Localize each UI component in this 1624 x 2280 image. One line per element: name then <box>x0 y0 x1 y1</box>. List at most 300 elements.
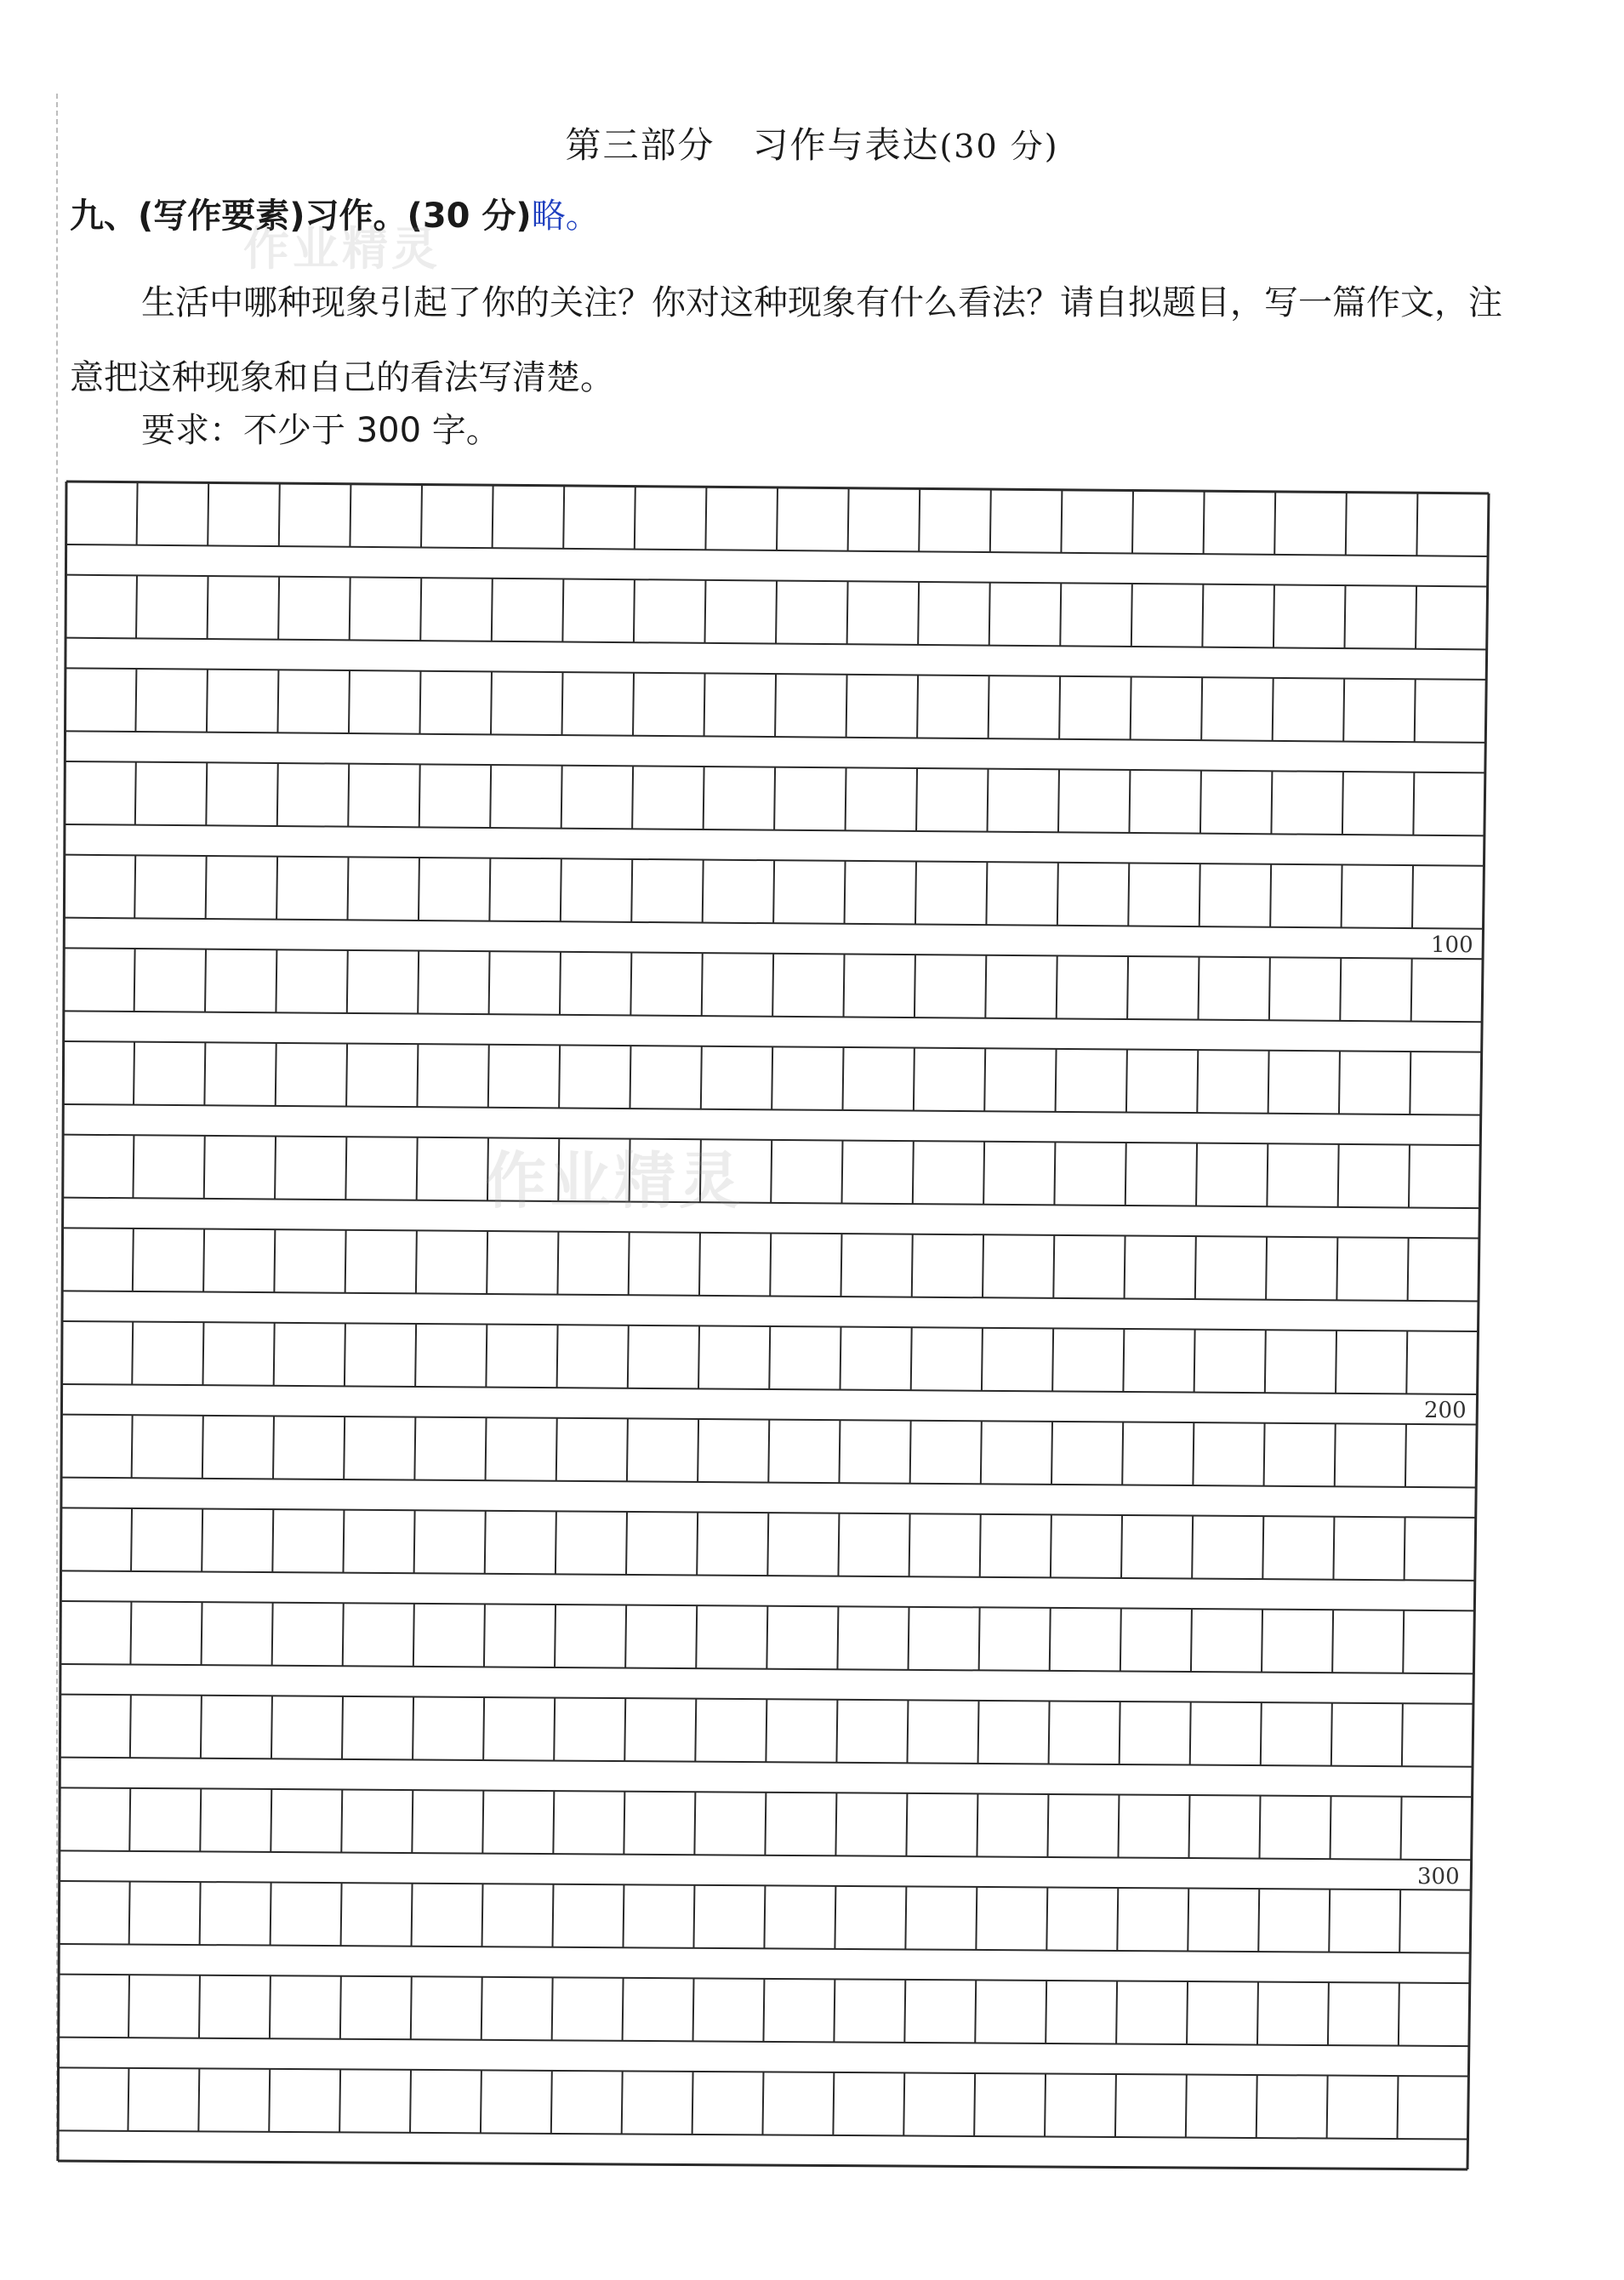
grid-cell-divider <box>771 1140 772 1203</box>
grid-cell-divider <box>1397 2076 1398 2139</box>
grid-cell-divider <box>627 1418 628 1481</box>
grid-cell-divider <box>489 951 490 1014</box>
grid-cell-divider <box>555 1605 556 1667</box>
grid-cell-divider <box>774 767 775 830</box>
grid-cell-divider <box>200 1882 201 1945</box>
grid-cell-divider <box>131 1508 132 1571</box>
grid-cell-divider <box>1117 1888 1118 1951</box>
grid-cell-divider <box>1116 1981 1117 2044</box>
grid-cell-divider <box>204 1136 205 1199</box>
grid-cell-divider <box>341 1883 342 1946</box>
grid-cell-divider <box>198 2068 199 2131</box>
grid-cell-divider <box>276 857 277 920</box>
grid-cell-divider <box>1049 1701 1050 1764</box>
grid-cell-divider <box>413 1604 414 1667</box>
grid-cell-divider <box>632 766 633 829</box>
grid-cell-divider <box>846 675 847 738</box>
grid-cell-divider <box>1197 1050 1198 1113</box>
grid-cell-divider <box>203 1229 204 1292</box>
grid-cell-divider <box>552 1884 553 1947</box>
grid-cell-divider <box>1401 1797 1402 1860</box>
writing-prompt: 生活中哪种现象引起了你的关注？你对这种现象有什么看法？请自拟题目，写一篇作文，注意把这种现象和自己的看法写清楚。 <box>70 283 1502 397</box>
grid-cell-divider <box>839 1420 840 1483</box>
word-count-marker-200: 200 <box>1424 1398 1467 1423</box>
grid-cell-divider <box>1338 1144 1339 1207</box>
grid-cell-divider <box>693 1885 694 1948</box>
grid-cell-divider <box>1120 1609 1121 1672</box>
grid-cell-divider <box>133 1135 134 1198</box>
grid-cell-divider <box>847 581 848 644</box>
grid-cell-divider <box>136 575 137 638</box>
grid-cell-divider <box>563 486 564 549</box>
grid-cell-divider <box>491 671 492 734</box>
grid-cell-divider <box>988 769 989 832</box>
grid-cell-divider <box>1257 1982 1258 2045</box>
section-score: (30 分) <box>939 128 1059 165</box>
grid-cell-divider <box>1403 1610 1404 1673</box>
grid-cell-divider <box>201 1696 202 1758</box>
grid-cell-divider <box>343 1510 344 1573</box>
grid-cell-divider <box>486 1325 487 1388</box>
grid-cell-divider <box>206 762 207 825</box>
grid-cell-divider <box>204 1042 205 1105</box>
grid-cell-divider <box>983 1142 984 1205</box>
grid-cell-divider <box>414 1510 415 1573</box>
grid-cell-divider <box>557 1232 558 1295</box>
grid-cell-divider <box>702 953 703 1016</box>
grid-cell-divider <box>1059 676 1060 739</box>
grid-cell-divider <box>200 1788 201 1851</box>
grid-cell-divider <box>984 1048 985 1111</box>
grid-cell-divider <box>341 1790 342 1853</box>
grid-cell-divider <box>696 1605 697 1668</box>
grid-cell-divider <box>132 1415 133 1478</box>
grid-cell-divider <box>344 1416 345 1479</box>
grid-cell-divider <box>274 1229 275 1292</box>
grid-cell-divider <box>1335 1423 1336 1486</box>
grid-cell-divider <box>1256 2075 1257 2138</box>
grid-cell-divider <box>340 1976 341 2039</box>
question-number: 九、 <box>70 197 138 236</box>
grid-cell-divider <box>1332 1610 1333 1673</box>
section-title-text: 第三部分 习作与表达 <box>565 124 940 166</box>
grid-cell-divider <box>277 670 278 732</box>
grid-cell-divider <box>419 671 420 734</box>
grid-cell-divider <box>1273 678 1274 741</box>
grid-cell-divider <box>1057 863 1058 926</box>
grid-cell-divider <box>904 1980 905 2043</box>
grid-cell-divider <box>412 1884 413 1947</box>
grid-cell-divider <box>1409 1144 1410 1207</box>
grid-cell-divider <box>1198 957 1199 1020</box>
grid-cell-divider <box>765 1793 766 1855</box>
grid-cell-divider <box>633 673 634 736</box>
grid-cell-divider <box>1269 957 1270 1020</box>
grid-cell-divider <box>695 1699 696 1762</box>
grid-cell-divider <box>412 1790 413 1853</box>
grid-cell-divider <box>1268 1051 1269 1114</box>
grid-cell-divider <box>1258 1889 1259 1952</box>
grid-cell-divider <box>556 1418 557 1481</box>
grid-cell-divider <box>1328 1982 1329 2045</box>
grid-cell-divider <box>1327 2076 1328 2139</box>
grid-cell-divider <box>762 2072 763 2135</box>
grid-cell-divider <box>418 951 419 1014</box>
grid-cell-divider <box>275 1137 276 1200</box>
grid-cell-divider <box>630 952 631 1015</box>
grid-cell-divider <box>1193 1422 1194 1485</box>
grid-cell-divider <box>1260 1796 1261 1859</box>
grid-cell-divider <box>1202 584 1203 647</box>
grid-cell-divider <box>560 952 561 1015</box>
grid-cell-divider <box>1266 1237 1267 1300</box>
grid-cell-divider <box>483 1697 484 1760</box>
grid-cell-divider <box>1058 769 1059 832</box>
grid-cell-divider <box>271 1696 272 1758</box>
grid-cell-divider <box>906 1793 907 1856</box>
grid-cell-divider <box>1343 679 1344 742</box>
grid-cell-divider <box>553 1791 554 1854</box>
grid-cell-divider <box>989 583 990 646</box>
grid-cell-divider <box>837 1606 838 1669</box>
grid-cell-divider <box>554 1698 555 1761</box>
grid-cell-divider <box>1413 772 1414 835</box>
grid-cell-divider <box>917 675 918 738</box>
grid-cell-divider <box>345 1137 346 1200</box>
grid-cell-divider <box>279 483 280 546</box>
grid-cell-divider <box>1405 1424 1406 1487</box>
grid-cell-divider <box>915 862 916 925</box>
grid-cell-divider <box>833 2072 834 2135</box>
grid-cell-divider <box>343 1603 344 1666</box>
grid-cell-divider <box>1061 490 1062 553</box>
grid-cell-divider <box>1122 1422 1123 1485</box>
grid-cell-divider <box>269 2069 270 2132</box>
grid-cell-divider <box>982 1328 983 1391</box>
grid-cell-divider <box>909 1513 910 1576</box>
grid-cell-divider <box>342 1696 343 1759</box>
grid-cell-divider <box>202 1416 203 1479</box>
grid-cell-divider <box>769 1326 770 1389</box>
grid-cell-divider <box>976 1887 977 1950</box>
watermark-center: 作业精灵 <box>485 1145 744 1217</box>
grid-cell-divider <box>411 1976 412 2039</box>
grid-cell-divider <box>489 858 490 921</box>
grid-cell-divider <box>206 856 207 919</box>
grid-cell-divider <box>1046 1887 1047 1950</box>
grid-cell-divider <box>693 1978 694 2041</box>
grid-cell-divider <box>919 488 920 551</box>
grid-cell-divider <box>551 2071 552 2134</box>
grid-cell-divider <box>552 1977 553 2040</box>
grid-cell-divider <box>128 1975 129 2038</box>
grid-cell-divider <box>905 1886 906 1949</box>
grid-cell-divider <box>1060 583 1061 646</box>
grid-cell-divider <box>270 1975 271 2038</box>
grid-cell-divider <box>1344 585 1345 648</box>
grid-cell-divider <box>634 579 635 642</box>
grid-cell-divider <box>918 582 919 645</box>
grid-cell-divider <box>562 672 563 735</box>
grid-cell-divider <box>703 860 704 923</box>
grid-cell-divider <box>981 1421 982 1484</box>
grid-cell-divider <box>1118 1795 1119 1858</box>
grid-cell-divider <box>1129 770 1130 833</box>
grid-cell-divider <box>1199 864 1200 926</box>
grid-cell-divider <box>559 1045 560 1108</box>
grid-cell-divider <box>272 1603 273 1666</box>
grid-cell-divider <box>625 1605 626 1668</box>
word-count-marker-100: 100 <box>1431 932 1473 958</box>
grid-cell-divider <box>1127 956 1128 1019</box>
grid-cell-divider <box>628 1325 629 1388</box>
watermark-top: 作业精灵 <box>243 222 441 276</box>
grid-cell-divider <box>1192 1516 1193 1579</box>
grid-cell-divider <box>1125 1143 1126 1206</box>
grid-cell-divider <box>349 670 350 733</box>
grid-cell-divider <box>482 1791 483 1854</box>
grid-cell-divider <box>623 1978 624 2041</box>
grid-cell-divider <box>777 487 778 550</box>
grid-cell-divider <box>1346 493 1347 556</box>
grid-cell-divider <box>557 1325 558 1388</box>
grid-cell-divider <box>1200 771 1201 834</box>
grid-cell-divider <box>199 1975 200 2038</box>
grid-cell-divider <box>132 1322 133 1385</box>
grid-cell-divider <box>415 1324 416 1387</box>
grid-cell-divider <box>835 1793 836 1855</box>
grid-cell-divider <box>484 1604 485 1667</box>
grid-cell-divider <box>134 949 135 1012</box>
grid-cell-divider <box>631 859 632 922</box>
grid-cell-divider <box>692 2072 693 2135</box>
grid-cell-divider <box>834 1979 835 2042</box>
grid-cell-divider <box>133 1228 134 1291</box>
grid-cell-divider <box>1121 1515 1122 1578</box>
grid-cell-divider <box>1050 1608 1051 1671</box>
grid-cell-divider <box>1054 1142 1055 1205</box>
grid-cell-divider <box>278 577 279 640</box>
grid-cell-divider <box>1336 1237 1337 1300</box>
grid-cell-divider <box>135 669 136 732</box>
grid-cell-divider <box>1201 677 1202 740</box>
grid-cell-divider <box>770 1233 771 1296</box>
grid-cell-divider <box>1416 493 1417 556</box>
grid-cell-divider <box>1265 1330 1266 1393</box>
grid-cell-divider <box>1399 1890 1400 1952</box>
grid-cell-divider <box>699 1233 700 1296</box>
grid-cell-divider <box>911 1327 912 1390</box>
grid-cell-divider <box>1406 1331 1407 1394</box>
grid-cell-divider <box>766 1606 767 1669</box>
grid-cell-divider <box>1331 1703 1332 1766</box>
grid-cell-divider <box>1131 584 1132 647</box>
grid-cell-divider <box>1045 2073 1046 2136</box>
grid-cell-divider <box>414 1417 415 1480</box>
grid-cell-divider <box>916 768 917 831</box>
grid-cell-divider <box>763 1979 764 2042</box>
grid-cell-divider <box>764 1885 765 1948</box>
grid-cell-divider <box>844 954 845 1017</box>
grid-cell-divider <box>1415 679 1416 742</box>
grid-cell-divider <box>1123 1329 1124 1392</box>
grid-cell-divider <box>912 1234 913 1297</box>
grid-cell-divider <box>277 763 278 826</box>
grid-cell-divider <box>130 1695 131 1758</box>
grid-cell-divider <box>1051 1422 1052 1485</box>
grid-cell-divider <box>1261 1702 1262 1765</box>
grid-cell-divider <box>410 2070 411 2133</box>
grid-cell-divider <box>623 1884 624 1947</box>
grid-cell-divider <box>1333 1517 1334 1580</box>
grid-cell-divider <box>1270 864 1271 927</box>
grid-cell-divider <box>417 1044 418 1107</box>
grid-cell-divider <box>347 950 348 1013</box>
grid-cell-divider <box>1047 1794 1048 1857</box>
grid-cell-divider <box>562 579 563 641</box>
grid-cell-divider <box>698 1325 699 1388</box>
question-label: (写作要素)习作。(30 分) <box>138 197 532 236</box>
grid-cell-divider <box>768 1420 769 1483</box>
grid-cell-divider <box>629 1232 630 1295</box>
grid-cell-divider <box>1190 1702 1191 1765</box>
grid-cell-divider <box>345 1230 346 1293</box>
grid-cell-divider <box>848 488 849 551</box>
word-count-marker-300: 300 <box>1417 1864 1460 1890</box>
grid-cell-divider <box>622 2071 623 2134</box>
grid-cell-divider <box>985 955 986 1018</box>
grid-cell-divider <box>274 1323 275 1386</box>
grid-cell-divider <box>842 1141 843 1204</box>
grid-cell-divider <box>1340 958 1341 1021</box>
grid-cell-divider <box>776 581 777 644</box>
grid-cell-divider <box>419 764 420 827</box>
grid-cell-divider <box>767 1513 768 1576</box>
grid-cell-divider <box>701 1046 702 1109</box>
grid-cell-divider <box>624 1698 625 1761</box>
grid-cell-divider <box>775 674 776 737</box>
grid-cell-divider <box>1411 959 1412 1022</box>
grid-cell-divider <box>840 1234 841 1297</box>
grid-cell-divider <box>1188 1795 1189 1858</box>
grid-cell-divider <box>1115 2074 1116 2137</box>
grid-cell-divider <box>694 1792 695 1855</box>
grid-cell-divider <box>481 2070 482 2133</box>
grid-cell-divider <box>1196 1143 1197 1206</box>
grid-cell-divider <box>1402 1703 1403 1766</box>
grid-cell-divider <box>1053 1235 1054 1298</box>
grid-cell-divider <box>348 764 349 827</box>
grid-cell-divider <box>492 579 493 641</box>
grid-cell-divider <box>1052 1328 1053 1391</box>
grid-cell-divider <box>1128 864 1129 926</box>
grid-cell-divider <box>1274 492 1275 555</box>
grid-cell-divider <box>1194 1330 1195 1393</box>
grid-cell-divider <box>1339 1051 1340 1114</box>
grid-cell-divider <box>1126 1050 1127 1113</box>
grid-cell-divider <box>773 860 774 923</box>
grid-cell-divider <box>1342 772 1343 835</box>
grid-cell-divider <box>348 857 349 920</box>
grid-cell-divider <box>207 670 208 732</box>
grid-cell-divider <box>705 487 706 550</box>
grid-cell-divider <box>561 766 562 829</box>
grid-cell-divider <box>626 1512 627 1575</box>
grid-cell-divider <box>202 1322 203 1385</box>
grid-cell-divider <box>910 1421 911 1484</box>
grid-cell-divider <box>482 1884 483 1947</box>
grid-cell-divider <box>490 765 491 828</box>
grid-cell-divider <box>1264 1423 1265 1486</box>
grid-cell-divider <box>914 1048 915 1111</box>
grid-cell-divider <box>986 862 987 925</box>
grid-cell-divider <box>1187 1981 1188 2044</box>
grid-cell-divider <box>1329 1890 1330 1952</box>
grid-cell-divider <box>1132 491 1133 554</box>
grid-cell-divider <box>129 1882 130 1945</box>
grid-cell-divider <box>1267 1143 1268 1206</box>
grid-cell-divider <box>845 861 846 924</box>
grid-cell-divider <box>980 1514 981 1577</box>
grid-cell-divider <box>134 855 135 918</box>
grid-cell-divider <box>421 485 422 548</box>
grid-cell-divider <box>339 2069 340 2132</box>
grid-cell-divider <box>974 2073 975 2136</box>
grid-cell-divider <box>273 1416 274 1479</box>
question-answer: 略。 <box>531 197 600 236</box>
grid-cell-divider <box>416 1230 417 1293</box>
grid-cell-divider <box>272 1509 273 1572</box>
grid-cell-divider <box>1271 771 1272 834</box>
grid-frame-bottom <box>58 2161 1467 2169</box>
grid-cell-divider <box>488 1045 489 1108</box>
grid-cell-divider <box>135 762 136 825</box>
grid-cell-divider <box>137 482 138 545</box>
grid-cell-divider <box>205 949 206 1012</box>
grid-cell-divider <box>838 1513 839 1576</box>
grid-cell-divider <box>990 489 991 552</box>
grid-cell-divider <box>1056 1049 1057 1112</box>
grid-cell-divider <box>1186 2075 1187 2138</box>
grid-cell-divider <box>420 578 421 641</box>
grid-cell-divider <box>697 1513 698 1576</box>
grid-cell-divider <box>975 1980 976 2043</box>
grid-cell-divider <box>417 1137 418 1200</box>
grid-cell-divider <box>1191 1609 1192 1672</box>
writing-requirement: 要求：不少于 300 字。 <box>141 411 500 450</box>
grid-cell-divider <box>704 673 705 736</box>
grid-cell-divider <box>978 1701 979 1764</box>
grid-cell-divider <box>485 1511 486 1574</box>
grid-cell-divider <box>346 1044 347 1107</box>
grid-cell-divider <box>1412 865 1413 928</box>
grid-cell-divider <box>907 1700 908 1763</box>
grid-cell-divider <box>1195 1236 1196 1299</box>
grid-cell-divider <box>836 1700 837 1763</box>
grid-cell-divider <box>704 580 705 643</box>
grid-cell-divider <box>843 1047 844 1110</box>
grid-cell-divider <box>913 1141 914 1204</box>
grid-cell-divider <box>903 2072 904 2135</box>
grid-cell-divider <box>772 954 773 1017</box>
grid-cell-divider <box>1262 1516 1263 1579</box>
grid-cell-divider <box>979 1607 980 1670</box>
grid-cell-divider <box>1408 1238 1409 1301</box>
grid-cell-divider <box>486 1417 487 1480</box>
grid-cell-divider <box>1204 491 1205 554</box>
grid-cell-divider <box>130 1602 131 1665</box>
grid-cell-divider <box>129 1788 130 1851</box>
